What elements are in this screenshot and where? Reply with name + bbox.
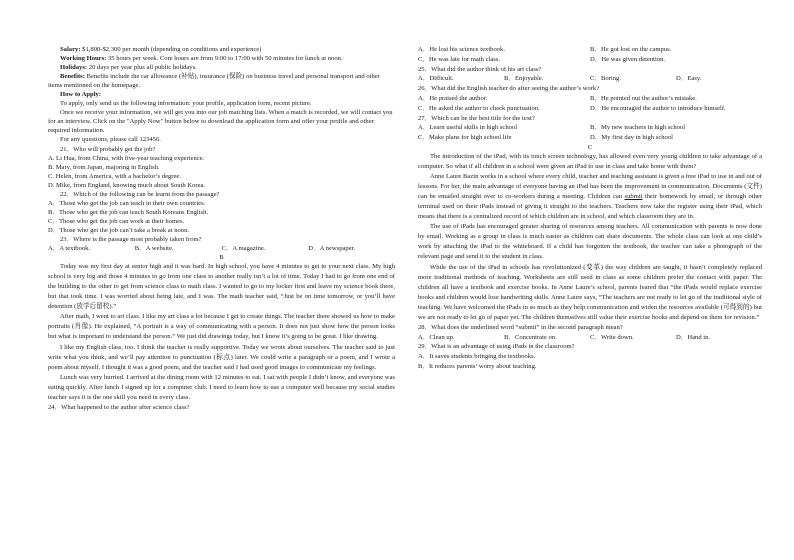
passage-c-paragraph: The use of iPads has encouraged greater sharing of resources among teachers. All communication with parents is now done by email. Working as a group in class is much easier as children can share documents. The whole class can look at one child’s work by attaching the iPad to the whiteboard. If a child has forgotten the textbook, the teacher can take a photograph of the relevant page and send it to the student in class. (418, 223, 762, 261)
q27-option-c: C．Make plans for high school life (418, 134, 512, 142)
q26-stem: 26．What did the English teacher do after seeing the author’s work? (418, 85, 600, 93)
q26-option-c: C．He asked the author to check punctuation. (418, 104, 540, 112)
q25-option-c: C．Boring. (590, 75, 621, 83)
q22-option-c: C．Those who get the job can work at their homes. (48, 217, 185, 225)
section-b-heading: B (219, 254, 224, 262)
benefits-line (48, 72, 395, 90)
q25-stem: 25．What did the author think of his art class? (418, 65, 542, 73)
q23-stem: 23．Where is the passage most probably taken from? (60, 235, 202, 243)
questions-28-29 (418, 323, 762, 372)
passage-b-paragraph: After math, I went to art class. I like my art class a lot because I get to create things. The teacher there showed us how to make portraits (肖像). He explained, “A portrait is a way of communicating with a person. It does not just show how the person looks but what is important to understand the person.” We just did drawings today, but I know it’s going to be great. I like drawing. (48, 313, 395, 341)
q21-option-a: A. Li Hua, from China, with five-year teaching experience. (48, 154, 205, 162)
q22-option-a: A．Those who get the job can teach in their own countries. (48, 199, 206, 207)
hours-text: 35 hours per week. Core hours are from 9:00 to 17:00 with 50 minutes for lunch at noon. (106, 55, 343, 63)
benefits-text: Benefits include the car allowance (补贴), insurance (保险) on business travel and personal transport and other items mentioned on the homepage. (48, 73, 380, 90)
q27-option-b: B．My new teachers in high school (590, 124, 686, 132)
q23-option-c: C．A magazine. (221, 245, 266, 253)
apply-paragraph-2: Once we receive your information, we will get you into our job matching lists. When a match is recorded, we will contact you for an interview. Click on the "Apply Now" button below to download the application form and offer your profile and other required information. (48, 109, 393, 135)
q24-option-c: C．He was late for math class. (418, 55, 501, 63)
q24-option-b: B．He got lost on the campus. (590, 46, 672, 53)
salary-text: $1,800-$2,300 per month (depending on conditions and experience) (80, 46, 262, 53)
q26-option-d: D．He encouraged the author to introduce himself. (590, 104, 726, 112)
q28-option-b: B．Concentrate on. (504, 333, 557, 341)
q29-option-a: A．It saves students bringing the textbooks. (418, 353, 536, 361)
left-column (48, 45, 395, 412)
q29-stem: 29．What is an advantage of using iPads in the classroom? (418, 343, 575, 351)
section-c-heading: C (587, 143, 593, 151)
q22-option-b: B．Those who get the job can teach South Koreans English. (48, 208, 209, 216)
apply-paragraph-3: For any questions, please call 123456. (60, 136, 161, 144)
passage-b-paragraph: I like my English class, too. I think the teacher is really supportive. Today we wrote about ourselves. The teacher said to just write what you think, and we’ll pay attention to punctuation (标点) later. We could write a paragraph or a poem, and I wrote a poem about myself. I thought it was a good poem, and the teacher said I had used good images to communicate my feelings. (48, 343, 395, 371)
q26-option-a: A．He praised the author. (418, 94, 488, 102)
salary-line (48, 45, 395, 54)
q21-stem: 21．Who will probably get the job? (60, 145, 156, 153)
q23-option-d: D．A newspaper. (308, 245, 356, 253)
q28-option-a: A．Clean up. (418, 333, 455, 341)
q21-option-c: C. Helen, from America, with a bachelor’s degree. (48, 172, 181, 180)
passage-c-paragraph: While the use of the iPad in schools has revolutionized (变革) the way children are taught, it hasn’t completely replaced more traditional methods of teaching. Worksheets are still used in class as some children prefer the contact with paper. The children all have a textbook and exercise books. In Anne Laure’s school, parents feared that “the iPads would replace exercise books and children would lose handwriting skills. Anne Laure says, “The teachers are not ready to let go of the traditional style of teaching. We have welcomed the iPads in so much as they help communication and widen the resources available (可得到的) but we are not ready to let go of paper yet. The children themselves still value their exercise books and depend on them for revision.” (418, 263, 762, 321)
q27-options-row-1 (418, 123, 762, 133)
q24-option-a: A．He lost his science textbook. (418, 46, 505, 53)
q28-option-c: C．Write down. (590, 333, 634, 341)
q26-option-b: B．He pointed out the author’s mistake. (590, 94, 697, 102)
q26-options-row-2 (418, 104, 762, 114)
q25-option-a: A．Difficult. (418, 75, 454, 83)
passage-b-paragraph: Lunch was very hurried. I arrived at the dining room with 12 minutes to eat. I sat with people I didn’t know, and everyone was eating quickly. After lunch I signed up for a computer club. I need to learn how to use a computer well because my social studies teacher says it is the one skill you need in every class. (48, 373, 395, 401)
q28-options (418, 333, 762, 343)
passage-c-paragraph: Anne Laure Bazin works in a school where every child, teacher and teaching assistant is given a free iPad to use in and out of lessons. For her, the main advantage of everyone having an iPad has been the improvement in communication. Documents (文件) can be emailed straight over to co-workers during a meeting. Children can submit their homework by email, or through other terminal used on their iPads instead of giving it straight to the teachers. Teachers now take the register using their iPad, which means that there is a centralized record of which children are in school, and which classroom they are in. (418, 173, 763, 221)
passage-c-paragraph: The introduction of the iPad, with its touch screen technology, has allowed even very young children to take advantage of a computer. So what if all children in a school were given an iPad to use in class and take home with them? (418, 153, 762, 171)
q23-option-b: B．A website. (134, 245, 174, 253)
q25-options (418, 74, 762, 84)
q23-option-a: A．A textbook. (48, 245, 91, 253)
q23-options (48, 244, 395, 253)
q28-stem: 28．What does the underlined word “submit” in the second paragraph mean? (418, 323, 623, 331)
q21-option-d: D. Mike, from England, knowing much about South Korea. (48, 181, 206, 189)
holidays-text: 20 days per year plus all public holidays. (87, 64, 197, 72)
q28-option-d: D．Hand in. (676, 333, 711, 341)
passage-c (418, 152, 762, 323)
q29-option-b: B．It reduces parents’ worry about teaching. (418, 363, 537, 370)
hours-line (48, 54, 395, 63)
holidays-line (48, 63, 395, 72)
q22-option-d: D．Those who get the job can’t take a break at noon. (48, 226, 190, 234)
q22-stem: 22．Which of the following can be learnt from the passage? (60, 190, 220, 198)
q27-option-a: A．Learn useful skills in high school (418, 124, 518, 132)
salary-label: Salary: (60, 46, 81, 53)
q21-option-b: B. Mary, from Japan, majoring in English. (48, 163, 160, 171)
q24-options-row-1 (418, 45, 762, 55)
right-column (418, 45, 762, 372)
q24-option-d: D．He was given detention. (590, 55, 666, 63)
q27-option-d: D．My first day in high school (590, 134, 673, 142)
apply-paragraph-1: To apply, only send us the following information: your profile, application form, recent picture. (60, 100, 312, 108)
hours-label: Working Hours: (60, 55, 107, 63)
q24-options-row-2 (418, 55, 762, 65)
questions-24-27 (418, 45, 762, 143)
passage-b-paragraph: Today was my first day at senior high and it was hard. In high school, you have 4 minutes to get to your next class. My high school is very big and those 4 minutes to go from one class to another really isn’t a lot of time. Today I had to go from one end of the building to the other to get from science class to math class. I wanted to go to my locker first and leave my science book there, but that took time. I was worried about being late, and I was. The math teacher said, “Just be on time tomorrow, or you’ll have detention (放学后留校).” (48, 263, 395, 311)
apply-heading: How to Apply: (60, 91, 102, 99)
q27-stem: 27．Which can be the best title for the text? (418, 114, 535, 122)
q26-options-row-1 (418, 94, 762, 104)
q25-option-d: D．Easy. (676, 75, 702, 83)
passage-b (48, 262, 395, 403)
q24-stem: 24．What happened to the author after science class? (48, 403, 190, 411)
q27-options-row-2 (418, 133, 762, 143)
benefits-label: Benefits: (60, 73, 85, 81)
q25-option-b: B．Enjoyable. (504, 75, 544, 83)
underlined-word-submit: submit (624, 193, 643, 201)
holidays-label: Holidays: (60, 64, 88, 72)
